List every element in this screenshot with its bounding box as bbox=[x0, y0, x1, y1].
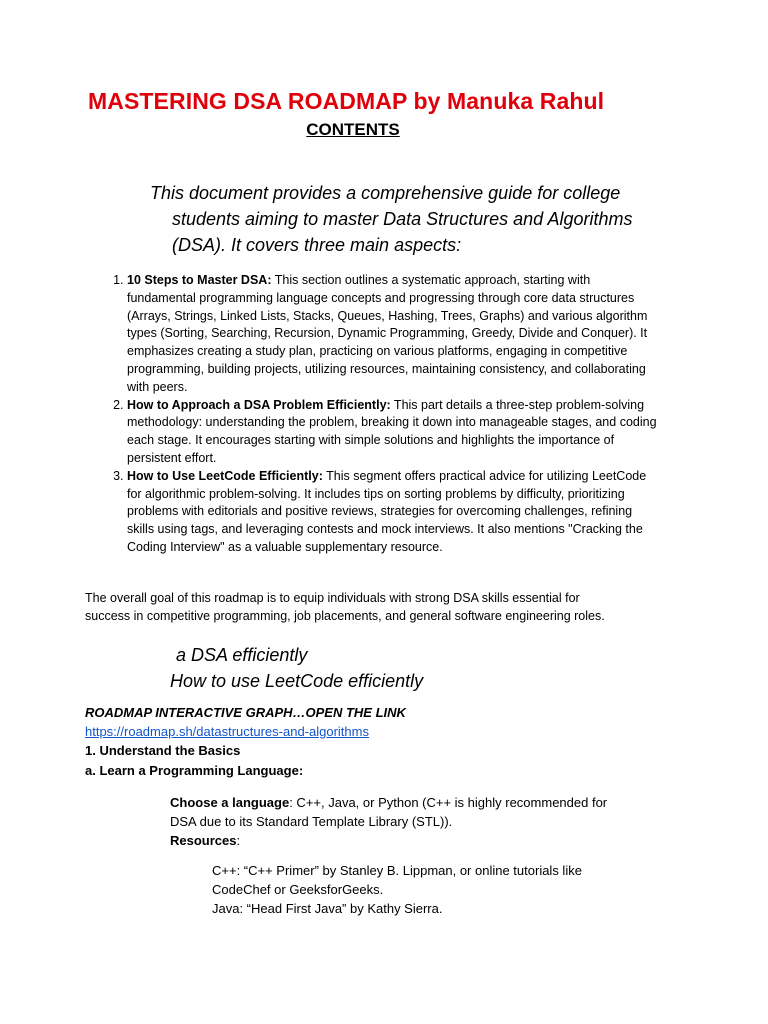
roadmap-heading: ROADMAP INTERACTIVE GRAPH…OPEN THE LINK bbox=[85, 705, 406, 720]
choose-text: : C++, Java, or Python (C++ is highly recommended for DSA due to its Standard Template Library (STL)). bbox=[170, 795, 608, 829]
list-item bbox=[127, 468, 662, 557]
resource-item: C++: “C++ Primer” by Stanley B. Lippman, or online tutorials like CodeChef or GeeksforGeeks. bbox=[212, 863, 582, 897]
choose-label: Choose a language bbox=[170, 795, 290, 810]
step-text: This part details a three-step problem-solving methodology: understanding the problem, breaking it down into manageable stages, and coding each stage. It encourages starting with simple solutions and highlights the importance of persistent effort. bbox=[127, 397, 657, 465]
step-text: This segment offers practical advice for utilizing LeetCode for algorithmic problem-solving. It includes tips on sorting problems by difficulty, prioritizing problems with editorials and positive reviews, strategies for overcoming challenges, refining skills using tags, and leveraging contests and mock interviews. It also mentions "Cracking the Coding Interview" as a valuable supplementary resource. bbox=[127, 468, 647, 554]
resources-block bbox=[212, 861, 632, 918]
overall-goal-paragraph: The overall goal of this roadmap is to equip individuals with strong DSA skills essential for success in competitive programming, job placements, and general software engineering roles. bbox=[85, 591, 605, 623]
resources-colon: : bbox=[236, 833, 241, 848]
contents-heading: CONTENTS bbox=[306, 120, 400, 139]
step-text: This section outlines a systematic approach, starting with fundamental programming language concepts and progressing through core data structures (Arrays, Strings, Linked Lists, Stacks, Queues, Hashing, Trees, Graphs) and various algorithm types (Sorting, Searching, Recursion, Dynamic Programming, Greedy, Divide and Conquer). It emphasizes creating a study plan, practicing on various platforms, engaging in competitive programming, building projects, utilizing resources, maintaining consistency, and collaborating with peers. bbox=[127, 273, 648, 394]
list-item bbox=[127, 397, 662, 468]
step-title: How to Approach a DSA Problem Efficiently: bbox=[127, 397, 391, 412]
resource-item: Java: “Head First Java” by Kathy Sierra. bbox=[212, 901, 443, 916]
steps-list bbox=[80, 272, 662, 557]
roadmap-link[interactable]: https://roadmap.sh/datastructures-and-algorithms bbox=[85, 724, 369, 739]
intro-paragraph: This document provides a comprehensive guide for college students aiming to master Data Structures and Algorithms (DSA). It covers three main aspects: bbox=[150, 183, 633, 255]
step-title: 10 Steps to Master DSA: bbox=[127, 273, 272, 287]
list-item bbox=[127, 272, 662, 397]
resources-label: Resources bbox=[170, 833, 237, 848]
italic-line: How to use LeetCode efficiently bbox=[170, 671, 424, 691]
step-title: How to Use LeetCode Efficiently: bbox=[127, 468, 323, 483]
subsection-heading: a. Learn a Programming Language: bbox=[85, 763, 304, 778]
italic-lines bbox=[170, 642, 423, 694]
choose-language-block bbox=[170, 793, 610, 850]
document-title: MASTERING DSA ROADMAP by Manuka Rahul bbox=[88, 88, 605, 114]
section-heading: 1. Understand the Basics bbox=[85, 743, 241, 758]
italic-line: a DSA efficiently bbox=[176, 645, 308, 665]
